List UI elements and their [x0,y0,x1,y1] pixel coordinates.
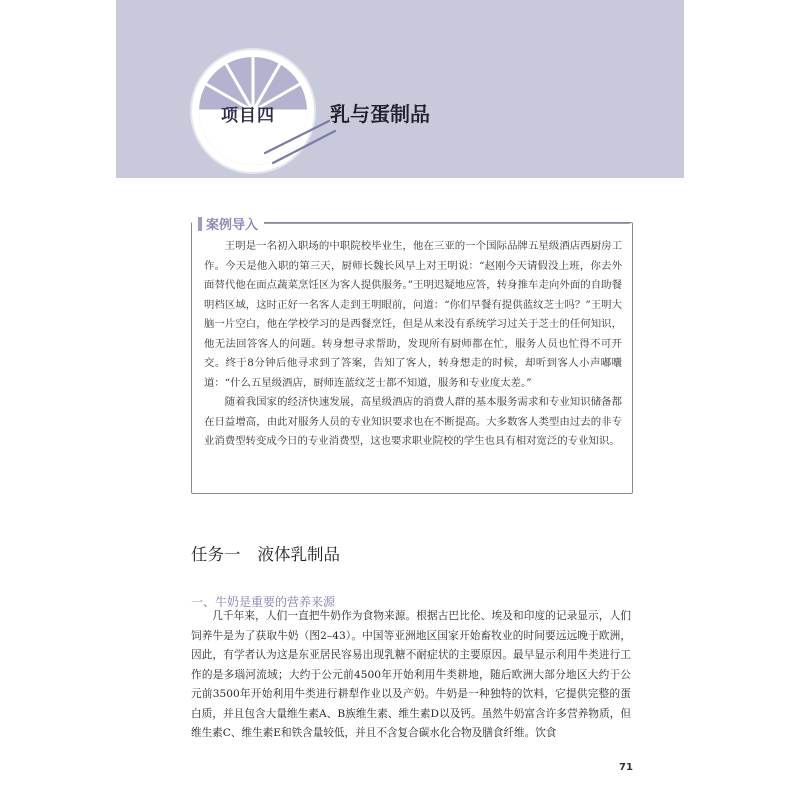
book-page [116,0,684,800]
task-heading [191,541,340,565]
page-number: 71 [619,762,633,773]
body-text [191,607,631,744]
section-heading: 一、牛奶是重要的营养来源 [191,595,336,609]
task-title: 液体乳制品 [257,545,340,564]
chapter-title: 乳与蛋制品 [330,102,430,126]
case-intro-header [192,214,264,233]
case-intro-box [191,218,633,494]
chapter-badge [189,47,317,175]
case-tab-marker [198,217,202,231]
case-intro-title: 案例导入 [206,218,259,233]
task-number: 任务一 [191,545,241,564]
case-paragraph: 王明是一名初入职场的中职院校毕业生，他在三亚的一个国际品牌五星级酒店西厨房工作。今天是他入职的第三天，厨师长魏长风早上对王明说：“赵刚今天请假没上班，你去外面替代他在面点蔬菜烹饪区为客人提供服务。”王明迟疑地应答，转身推车走向外面的自助餐明档区域，这时正好一名客人走到王明眼前，问道：“你们早餐有提供蓝纹芝士吗？”王明大脑一片空白，他在学校学习的是西餐烹饪，但是从来没有系统学习过关于芝士的任何知识，他无法回答客人的问题。转身想寻求帮助，发现所有厨师都在忙，服务人员也忙得不可开交。终于8分钟后他寻求到了答案，告知了客人，转身想走的时候，却听到客人小声嘟囔道：“什么五星级酒店，厨师连蓝纹芝士都不知道，服务和专业度太差。” [204,240,622,389]
body-paragraph: 几千年来，人们一直把牛奶作为食物来源。根据古巴比伦、埃及和印度的记录显示，人们饲养牛是为了获取牛奶（图2–43）。中国等亚洲地区国家开始畜牧业的时间要远远晚于欧洲，因此，有学者认为这是东亚居民容易出现乳糖不耐症状的主要原因。最早显示利用牛类进行工作的是多瑙河流域；大约于公元前4500年开始利用牛类耕地，随后欧洲大部分地区大约于公元前3500年开始利用牛类进行耕犁作业以及产奶。牛奶是一种独特的饮料，它提供完整的蛋白质，并且包含大量维生素A、B族维生素、维生素D以及钙。虽然牛奶富含许多营养物质，但维生素C、维生素E和铁含量较低，并且不含复合碳水化合物及膳食纤维。饮食 [191,610,631,739]
chapter-badge-label: 项目四 [221,106,275,126]
case-paragraph: 随着我国家的经济快速发展，高星级酒店的消费人群的基本服务需求和专业知识储备都在日益增高，由此对服务人员的专业知识要求也在不断提高。大多数客人类型由过去的非专业消费型转变成今日的专业消费型，这也要求职业院校的学生也具有相对宽泛的专业知识。 [204,396,622,447]
case-intro-body [204,237,622,452]
